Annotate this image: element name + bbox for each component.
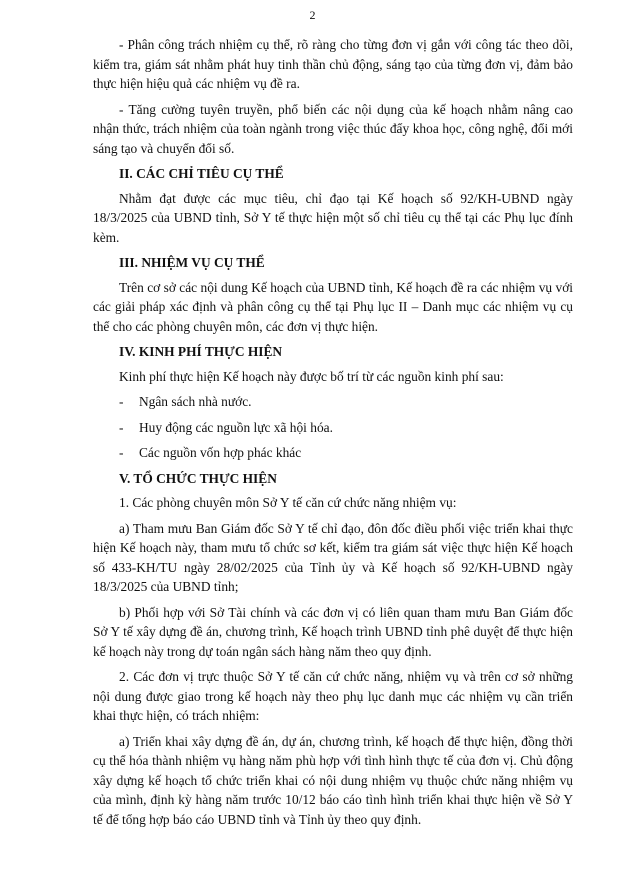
list-item-text: Ngân sách nhà nước. bbox=[139, 394, 252, 409]
paragraph-item-1: 1. Các phòng chuyên môn Sở Y tế căn cứ chức năng nhiệm vụ: bbox=[119, 495, 457, 510]
paragraph-targets: Nhằm đạt được các mục tiêu, chỉ đạo tại Kế hoạch số 92/KH-UBND ngày 18/3/2025 của UBND tỉnh, Sở Y tế thực hiện một số chỉ tiêu cụ thể tại các Phụ lục đính kèm. bbox=[93, 190, 573, 245]
paragraph-assign-responsibility: - Phân công trách nhiệm cụ thể, rõ ràng cho từng đơn vị gắn với công tác theo dõi, kiểm tra, giám sát nhằm phát huy tinh thần chủ động, sáng tạo của từng đơn vị, đảm bảo thực hiện hiệu quả các nhiệm vụ đề ra. bbox=[93, 37, 573, 91]
bullet-marker: - bbox=[119, 394, 124, 409]
section-heading-tasks: III. NHIỆM VỤ CỤ THỂ bbox=[119, 255, 265, 270]
list-item bbox=[119, 392, 573, 412]
bullet-marker: - bbox=[119, 445, 124, 460]
paragraph-item-2a: a) Triển khai xây dựng đề án, dự án, chương trình, kế hoạch để thực hiện, đồng thời cụ thể hóa thành nhiệm vụ hàng năm phù hợp với tình hình thực tế của đơn vị. Chủ động xây dựng kế hoạch tổ chức triển khai có nội dung nhiệm vụ thuộc chức năng nhiệm vụ của mình, định kỳ hàng năm trước 10/12 báo cáo tình hình triển khai thực hiện về Sở Y tế để tổng hợp báo cáo UBND tỉnh và Tỉnh ủy theo quy định. bbox=[93, 733, 573, 827]
section-heading-implementation: V. TỔ CHỨC THỰC HIỆN bbox=[119, 470, 277, 486]
list-item-text: Các nguồn vốn hợp phác khác bbox=[139, 445, 302, 460]
list-item bbox=[119, 418, 573, 438]
paragraph-item-1a: a) Tham mưu Ban Giám đốc Sở Y tế chỉ đạo, đôn đốc điều phối việc triển khai thực hiện Kế hoạch này, tham mưu tổ chức sơ kết, kiểm tra giám sát việc thực hiện Kế hoạch số 433-KH/TU ngày 28/02/2025 của Tỉnh ủy và Kế hoạch số 92/KH-UBND ngày 18/3/2025 của UBND tỉnh; bbox=[93, 520, 573, 594]
paragraph-item-2: 2. Các đơn vị trực thuộc Sở Y tế căn cứ chức năng, nhiệm vụ và trên cơ sở những nội dung được giao trong kế hoạch này theo phụ lục danh mục các nhiệm vụ cần triển khai thực hiện, có trách nhiệm: bbox=[93, 669, 573, 723]
paragraph-propaganda: - Tăng cường tuyên truyền, phổ biến các nội dụng của kế hoạch nhằm nâng cao nhận thức, trách nhiệm của toàn ngành trong việc thúc đẩy khoa học, công nghệ, đổi mới sáng tạo và chuyển đổi số. bbox=[93, 101, 573, 156]
list-item-text: Huy động các nguồn lực xã hội hóa. bbox=[139, 419, 333, 435]
document-body bbox=[93, 35, 573, 835]
bullet-marker: - bbox=[119, 419, 124, 435]
paragraph-tasks: Trên cơ sở các nội dung Kế hoạch của UBND tỉnh, Kế hoạch đề ra các nhiệm vụ với các giải pháp xác định và phân công cụ thể tại Phụ lục II – Danh mục các nhiệm vụ cụ thể cho các phòng chuyên môn, các đơn vị thực hiện. bbox=[93, 279, 573, 334]
section-heading-funding: IV. KINH PHÍ THỰC HIỆN bbox=[119, 344, 283, 359]
paragraph-funding: Kinh phí thực hiện Kế hoạch này được bố trí từ các nguồn kinh phí sau: bbox=[119, 368, 504, 384]
page-number: 2 bbox=[309, 8, 316, 22]
section-heading-targets: II. CÁC CHỈ TIÊU CỤ THỂ bbox=[119, 166, 284, 181]
list-item bbox=[119, 443, 573, 463]
paragraph-item-1b: b) Phối hợp với Sở Tài chính và các đơn vị có liên quan tham mưu Ban Giám đốc Sở Y tế xây dựng đề án, chương trình, Kế hoạch trình UBND tỉnh phê duyệt để thực hiện kế hoạch này trong dự toán ngân sách hàng năm theo quy định. bbox=[93, 604, 573, 659]
